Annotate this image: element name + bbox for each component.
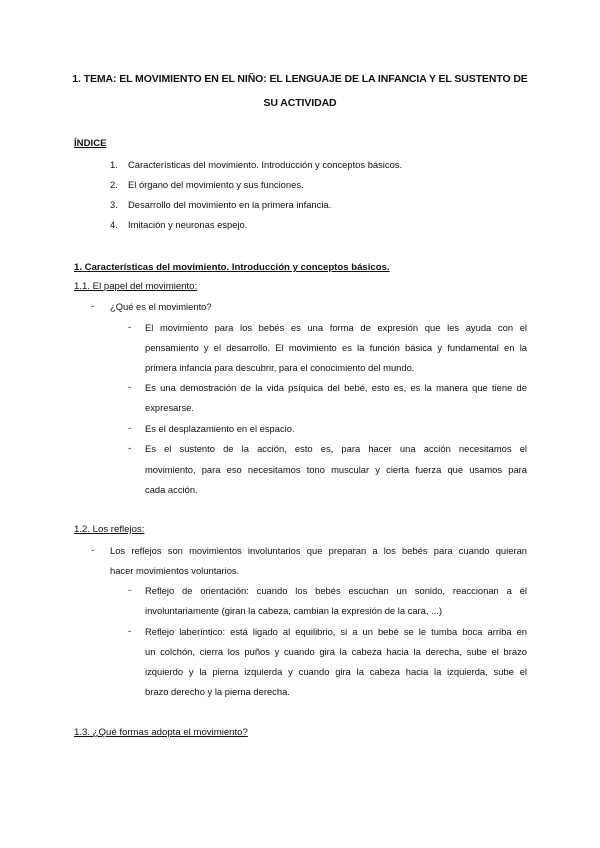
bullet-dash: - xyxy=(91,301,95,312)
paragraph-line: expresarse. xyxy=(145,402,194,413)
paragraph-line: pensamiento y el desarrollo. El movimiento es la función básica y fundamental en la xyxy=(145,342,527,353)
paragraph-line: Es el sustento de la acción, esto es, para hacer una acción necesitamos el xyxy=(145,443,527,454)
paragraph-line: Los reflejos son movimientos involuntarios que preparan a los bebés para cuando quieran xyxy=(110,545,527,556)
paragraph-line: cada acción. xyxy=(145,484,198,495)
section-1-2-heading: 1.2. Los reflejos: xyxy=(74,524,145,535)
section-1-1-heading: 1.1. El papel del movimiento: xyxy=(74,281,198,292)
paragraph-line: Reflejo laberíntico: está ligado al equilibrio, si a un bebé se le tumba boca arriba en xyxy=(145,626,527,637)
bullet-dash: - xyxy=(128,585,132,596)
bullet-dash: - xyxy=(128,322,132,333)
index-heading: ÍNDICE xyxy=(74,138,107,149)
index-item-number: 2. xyxy=(110,179,118,190)
bullet-dash: - xyxy=(128,423,132,434)
paragraph-line: Reflejo de orientación: cuando los bebés escuchan un sonido, reaccionan a él xyxy=(145,585,527,596)
section-1-heading: 1. Características del movimiento. Introducción y conceptos básicos. xyxy=(74,262,390,273)
index-item-text: Imitación y neuronas espejo. xyxy=(128,219,248,230)
document-title-line-1: 1. TEMA: EL MOVIMIENTO EN EL NIÑO: EL LENGUAJE DE LA INFANCIA Y EL SUSTENTO DE xyxy=(72,73,528,85)
bullet-dash: - xyxy=(91,545,95,556)
bullet-dash: - xyxy=(128,626,132,637)
index-item-text: Características del movimiento. Introducción y conceptos básicos. xyxy=(128,159,403,170)
paragraph-line: involuntariamente (giran la cabeza, cambian la expresión de la cara, ...) xyxy=(145,605,443,616)
section-1-3-heading: 1.3. ¿Qué formas adopta el movimiento? xyxy=(74,727,248,738)
paragraph-line: un colchón, cierra los puños y cuando gira la cabeza hacia la derecha, sube el brazo xyxy=(145,646,527,657)
paragraph-line: Es el desplazamiento en el espacio. xyxy=(145,423,295,434)
question-text: ¿Qué es el movimiento? xyxy=(110,301,212,312)
index-item-number: 1. xyxy=(110,159,118,170)
index-item-number: 3. xyxy=(110,199,118,210)
paragraph-line: Es una demostración de la vida psíquica del bebé, esto es, es la manera que tiene de xyxy=(145,382,527,393)
index-item-text: Desarrollo del movimiento en la primera infancia. xyxy=(128,199,332,210)
index-item-text: El órgano del movimiento y sus funciones. xyxy=(128,179,304,190)
paragraph-line: izquierdo y la pierna izquierda y cuando gira la cabeza hacia la izquierda, sube el xyxy=(145,666,527,677)
bullet-dash: - xyxy=(128,443,132,454)
paragraph-line: movimiento, para eso necesitamos tono muscular y cierta fuerza que usamos para xyxy=(145,464,527,475)
paragraph-line: brazo derecho y la pierna derecha. xyxy=(145,686,290,697)
bullet-dash: - xyxy=(128,382,132,393)
paragraph-line: hacer movimientos voluntarios. xyxy=(110,565,240,576)
paragraph-line: primera infancia para descubrir, para el conocimiento del mundo. xyxy=(145,362,415,373)
index-item-number: 4. xyxy=(110,219,118,230)
document-title-line-2: SU ACTIVIDAD xyxy=(263,97,337,109)
paragraph-line: El movimiento para los bebés es una forma de expresión que les ayuda con el xyxy=(145,322,527,333)
